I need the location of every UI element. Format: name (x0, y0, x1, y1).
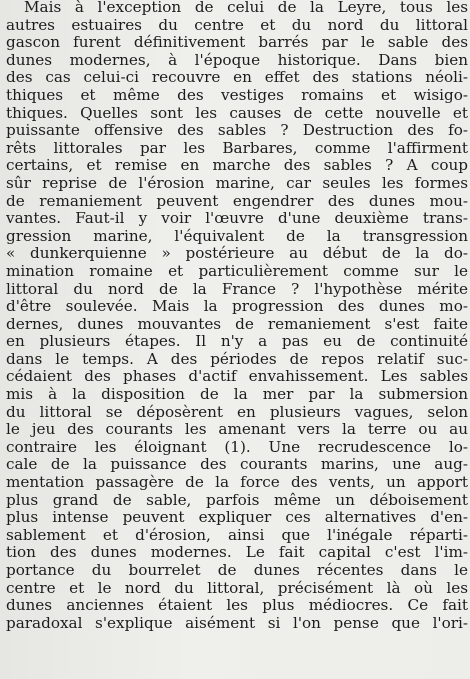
text-line: mentation passagère de la force des vents, un apport (6, 474, 468, 492)
text-line: tion des dunes modernes. Le fait capital c'est l'im- (6, 544, 468, 562)
text-line: centre et le nord du littoral, précisément là où les (6, 579, 468, 597)
text-line: plus grand de sable, parfois même un déboisement (6, 491, 468, 509)
text-line: de remaniement peuvent engendrer des dunes mou- (6, 192, 468, 210)
text-line: paradoxal s'explique aisément si l'on pense que l'ori- (6, 614, 468, 632)
text-line: sûr reprise de l'érosion marine, car seules les formes (6, 174, 468, 192)
text-line: sablement et d'érosion, ainsi que l'inégale réparti- (6, 526, 468, 544)
text-line: des cas celui-ci recouvre en effet des stations néoli- (6, 69, 468, 87)
text-line: plus intense peuvent expliquer ces alternatives d'en- (6, 509, 468, 527)
text-line: cale de la puissance des courants marins, une aug- (6, 456, 468, 474)
text-line: le jeu des courants les amenant vers la terre ou au (6, 421, 468, 439)
text-line: dunes modernes, à l'époque historique. Dans bien (6, 51, 468, 69)
text-line: vantes. Faut-il y voir l'œuvre d'une deuxième trans- (6, 210, 468, 228)
text-line: thiques et même des vestiges romains et wisigo- (6, 86, 468, 104)
text-line: thiques. Quelles sont les causes de cette nouvelle et (6, 104, 468, 122)
text-line: en plusieurs étapes. Il n'y a pas eu de continuité (6, 333, 468, 351)
text-line: « dunkerquienne » postérieure au début de la do- (6, 245, 468, 263)
text-line: autres estuaires du centre et du nord du littoral (6, 16, 468, 34)
text-line: certains, et remise en marche des sables ? A coup (6, 157, 468, 175)
text-line: d'être soulevée. Mais la progression des dunes mo- (6, 298, 468, 316)
text-line: littoral du nord de la France ? l'hypothèse mérite (6, 280, 468, 298)
text-line: mination romaine et particulièrement comme sur le (6, 262, 468, 280)
text-line: mis à la disposition de la mer par la submersion (6, 386, 468, 404)
text-line: Mais à l'exception de celui de la Leyre, tous les (24, 0, 468, 16)
text-line: dunes anciennes étaient les plus médiocres. Ce fait (6, 597, 468, 615)
text-line: portance du bourrelet de dunes récentes dans le (6, 562, 468, 579)
paragraph (6, 0, 468, 632)
text-line: gression marine, l'équivalent de la transgression (6, 227, 468, 245)
text-line: gascon furent définitivement barrés par le sable des (6, 34, 468, 52)
text-line: dernes, dunes mouvantes de remaniement s'est faite (6, 315, 468, 333)
text-line: puissante offensive des sables ? Destruction des fo- (6, 122, 468, 140)
text-line: du littoral se déposèrent en plusieurs vagues, selon (6, 403, 468, 421)
text-line: cédaient des phases d'actif envahissement. Les sables (6, 368, 468, 386)
text-line: dans le temps. A des périodes de repos relatif suc- (6, 350, 468, 368)
text-line: contraire les éloignant (1). Une recrudescence lo- (6, 438, 468, 456)
text-line: rêts littorales par les Barbares, comme l'affirment (6, 139, 468, 157)
